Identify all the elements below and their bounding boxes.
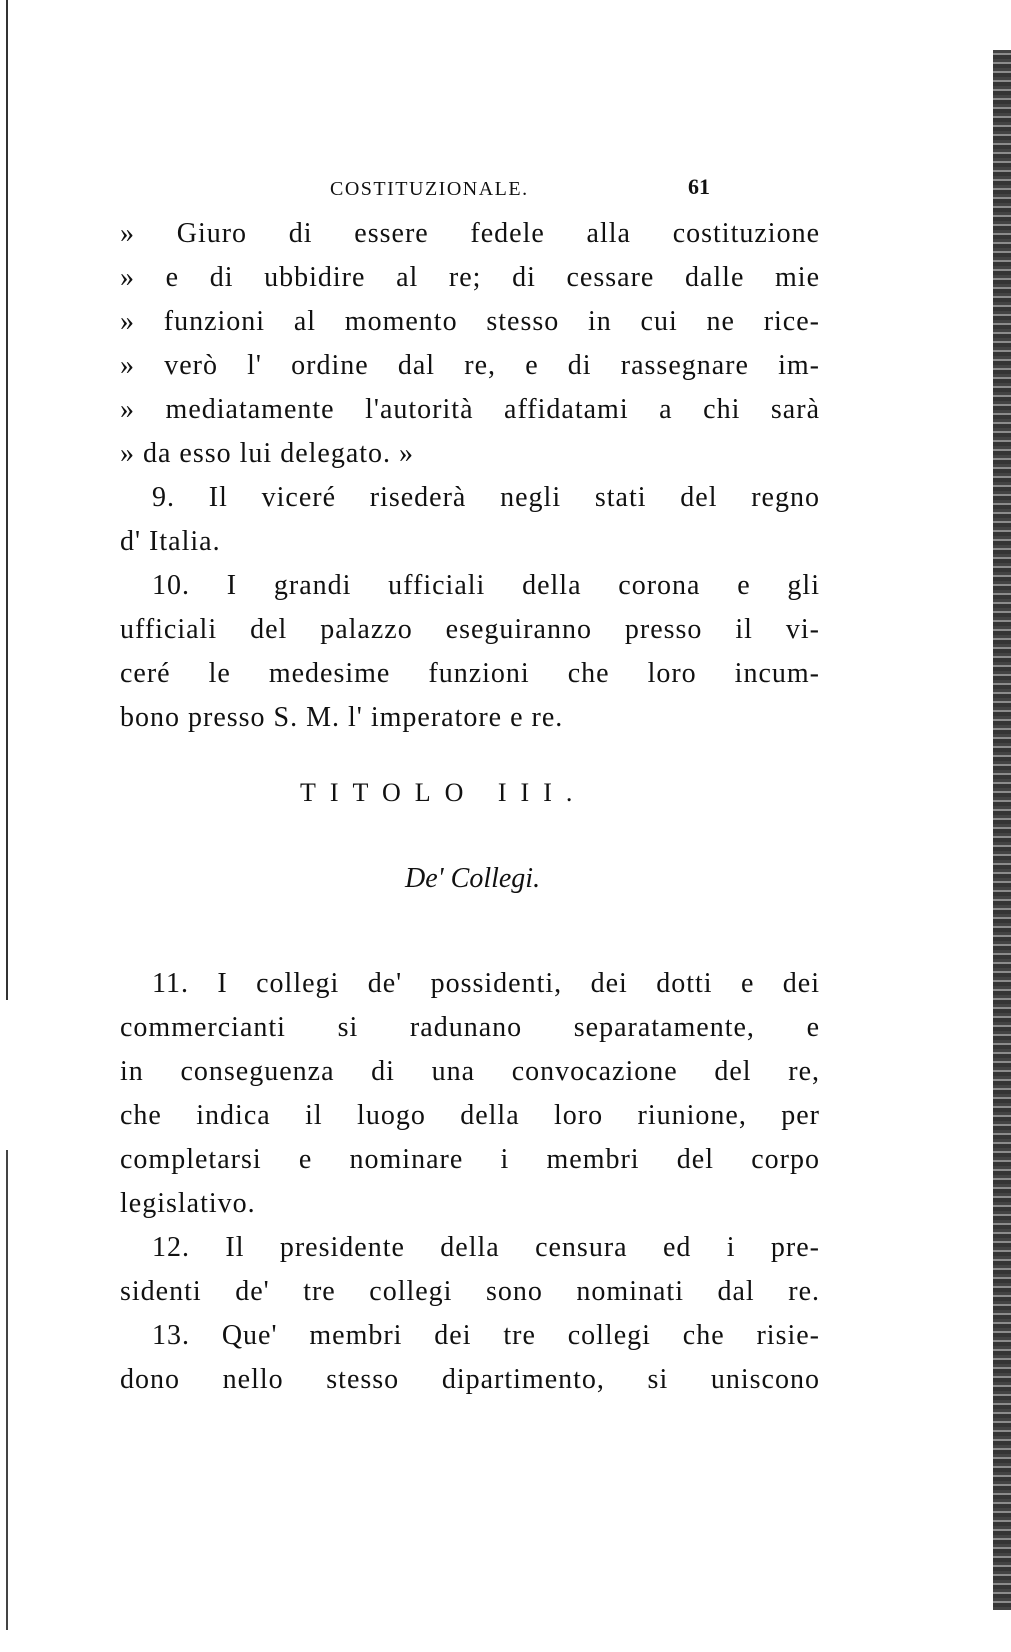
text-line: legislativo. (120, 1188, 256, 1219)
page-number: 61 (688, 174, 710, 199)
scan-edge-left-lower (6, 1150, 8, 1630)
text-line: 9. Il viceré risederà negli stati del regno (152, 482, 820, 513)
text-block-collegi (120, 962, 820, 1402)
text-line: » Giuro di essere fedele alla costituzione (120, 218, 820, 249)
text-line: che indica il luogo della loro riunione, per (120, 1100, 820, 1131)
section-subtitle: De' Collegi. (405, 863, 541, 894)
text-line: 12. Il presidente della censura ed i pre- (152, 1232, 820, 1263)
text-line: in conseguenza di una convocazione del re, (120, 1056, 820, 1087)
text-line: 11. I collegi de' possidenti, dei dotti e dei (152, 968, 820, 999)
text-line: » verò l' ordine dal re, e di rassegnare im- (120, 350, 820, 381)
scan-edge-right (993, 50, 1011, 1610)
text-line: ceré le medesime funzioni che loro incum- (120, 658, 820, 689)
text-line: completarsi e nominare i membri del corpo (120, 1144, 820, 1175)
text-block-oath (120, 212, 820, 740)
text-line: bono presso S. M. l' imperatore e re. (120, 702, 564, 733)
text-line: 10. I grandi ufficiali della corona e gli (152, 570, 820, 601)
section-title: TITOLO III. (300, 778, 587, 807)
running-header: COSTITUZIONALE. (330, 178, 529, 200)
text-line: ufficiali del palazzo eseguiranno presso il vi- (120, 614, 820, 645)
text-line: dono nello stesso dipartimento, si uniscono (120, 1364, 820, 1395)
text-line: » funzioni al momento stesso in cui ne rice- (120, 306, 820, 337)
text-line: d' Italia. (120, 526, 221, 557)
text-line: commercianti si radunano separatamente, e (120, 1012, 820, 1043)
text-line: 13. Que' membri dei tre collegi che risie- (152, 1320, 820, 1351)
text-line: sidenti de' tre collegi sono nominati dal re. (120, 1276, 820, 1307)
scan-edge-left (6, 0, 8, 1000)
text-line: » da esso lui delegato. » (120, 438, 415, 469)
text-line: » e di ubbidire al re; di cessare dalle mie (120, 262, 820, 293)
text-line: » mediatamente l'autorità affidatami a chi sarà (120, 394, 820, 425)
